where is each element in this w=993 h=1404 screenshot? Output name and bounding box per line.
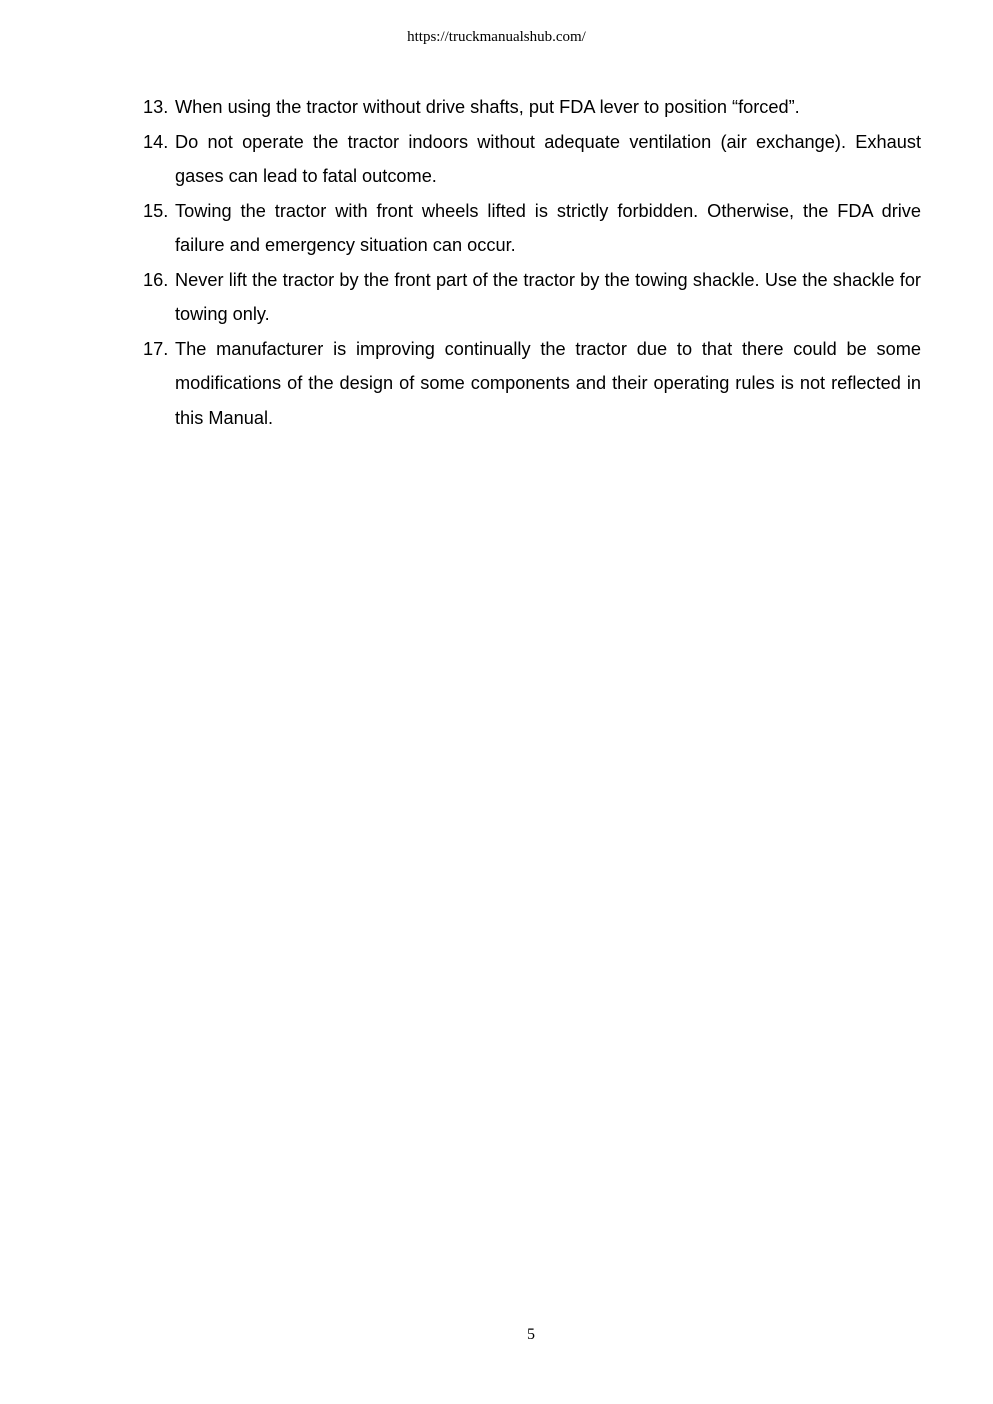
item-text: Never lift the tractor by the front part of the tractor by the towing shackle. Use the shackle for towing only. bbox=[175, 269, 921, 324]
rules-list bbox=[143, 90, 921, 435]
item-text: The manufacturer is improving continually the tractor due to that there could be some modifications of the design of some components and their operating rules is not reflected in this Manual. bbox=[175, 338, 921, 428]
item-number: 15. bbox=[143, 200, 169, 221]
item-number: 14. bbox=[143, 131, 169, 152]
list-item bbox=[143, 263, 921, 332]
list-item bbox=[143, 125, 921, 194]
item-number: 16. bbox=[143, 269, 169, 290]
item-number: 13. bbox=[143, 97, 169, 117]
document-body bbox=[143, 90, 921, 435]
item-text: Do not operate the tractor indoors without adequate ventilation (air exchange). Exhaust gases can lead to fatal outcome. bbox=[175, 131, 921, 186]
item-text: Towing the tractor with front wheels lifted is strictly forbidden. Otherwise, the FDA drive failure and emergency situation can occur. bbox=[175, 200, 921, 255]
page-number: 5 bbox=[527, 1326, 535, 1343]
header-url: https://truckmanualshub.com/ bbox=[407, 29, 586, 45]
list-item bbox=[143, 90, 921, 125]
list-item bbox=[143, 194, 921, 263]
list-item bbox=[143, 332, 921, 436]
item-number: 17. bbox=[143, 338, 169, 359]
item-text: When using the tractor without drive shafts, put FDA lever to position “forced”. bbox=[175, 97, 800, 117]
